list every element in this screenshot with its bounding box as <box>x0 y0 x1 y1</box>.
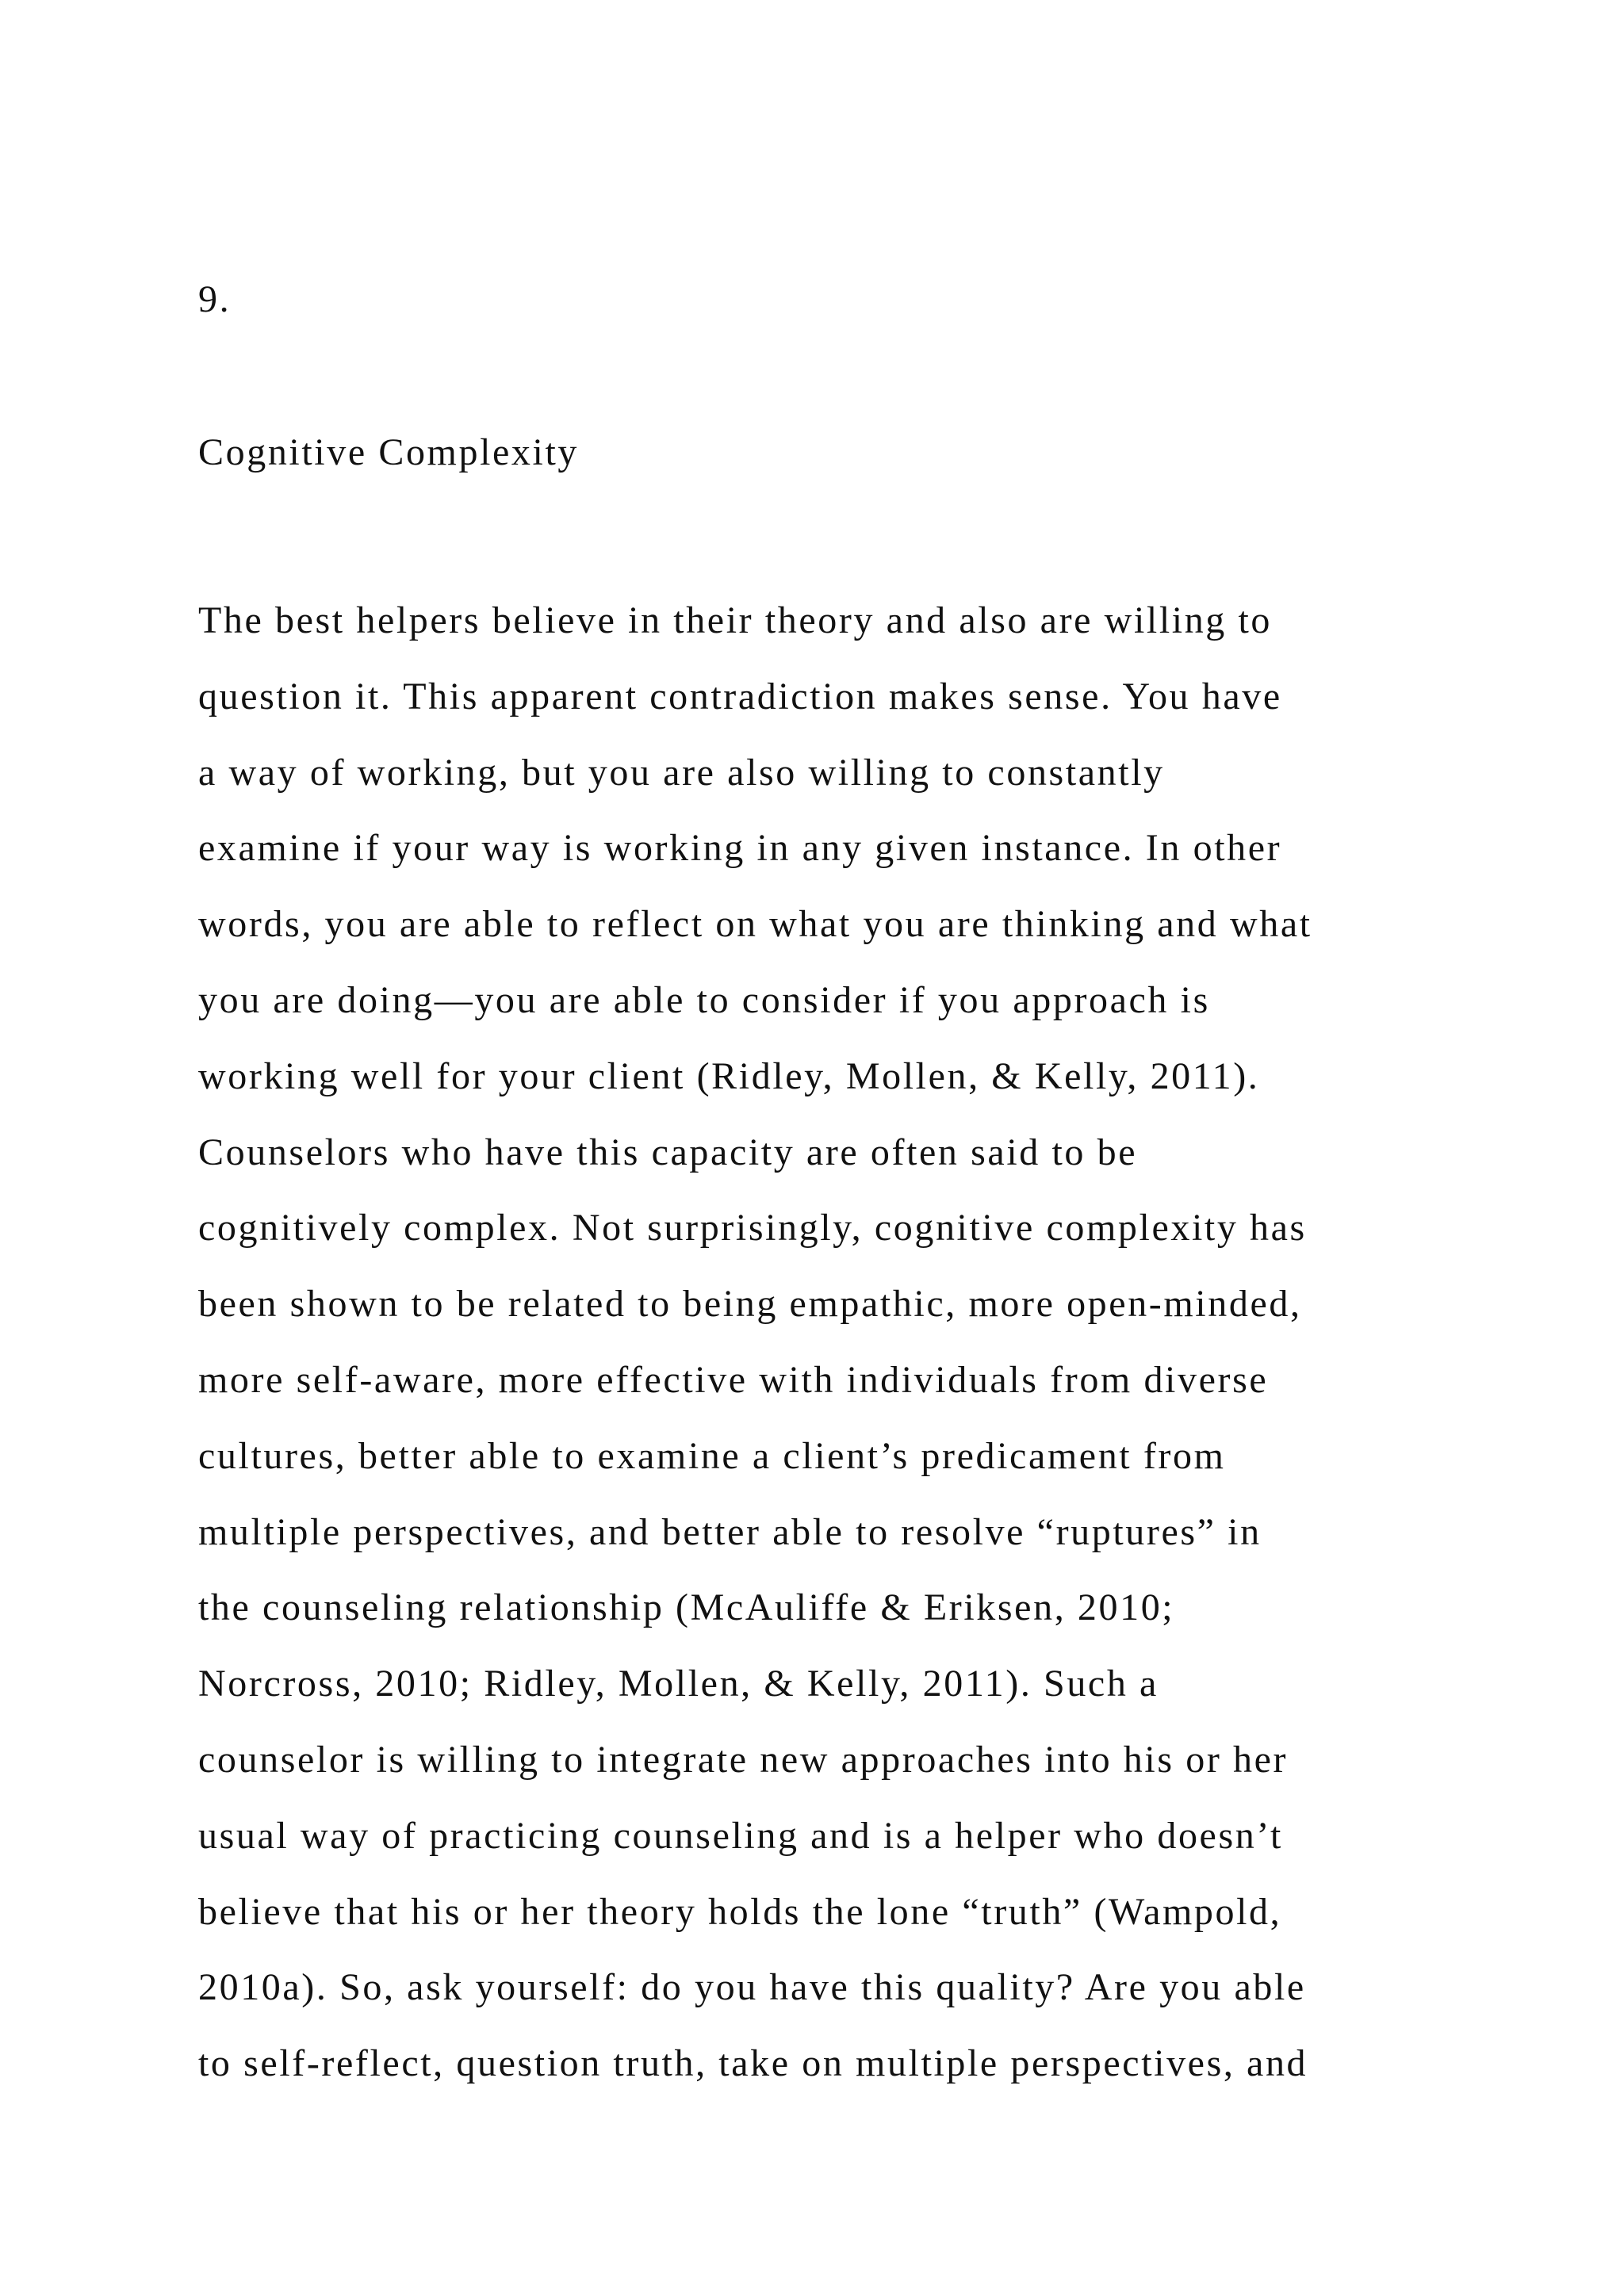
paragraph-line: Counselors who have this capacity are often said to be <box>198 1131 1138 1173</box>
paragraph-line: working well for your client (Ridley, Mollen, & Kelly, 2011). <box>198 1054 1260 1097</box>
paragraph-line: The best helpers believe in their theory and also are willing to <box>198 599 1273 641</box>
paragraph-line: to self-reflect, question truth, take on multiple perspectives, and <box>198 2042 1308 2085</box>
paragraph-line: words, you are able to reflect on what you are thinking and what <box>198 903 1312 946</box>
body-paragraph <box>198 583 1312 2102</box>
paragraph-line: you are doing—you are able to consider if you approach is <box>198 978 1210 1021</box>
paragraph-line: multiple perspectives, and better able to resolve “ruptures” in <box>198 1510 1262 1553</box>
paragraph-line: cognitively complex. Not surprisingly, cognitive complexity has <box>198 1207 1307 1249</box>
paragraph-line: more self-aware, more effective with individuals from diverse <box>198 1358 1269 1401</box>
paragraph-line: believe that his or her theory holds the lone “truth” (Wampold, <box>198 1890 1282 1933</box>
item-number: 9. <box>198 278 232 320</box>
section-heading: Cognitive Complexity <box>198 431 579 473</box>
paragraph-line: Norcross, 2010; Ridley, Mollen, & Kelly, 2011). Such a <box>198 1663 1159 1705</box>
paragraph-line: counselor is willing to integrate new approaches into his or her <box>198 1738 1289 1781</box>
paragraph-line: cultures, better able to examine a client’s predicament from <box>198 1434 1226 1477</box>
paragraph-line: examine if your way is working in any given instance. In other <box>198 827 1282 870</box>
paragraph-line: been shown to be related to being empathic, more open-minded, <box>198 1283 1302 1326</box>
paragraph-line: question it. This apparent contradiction makes sense. You have <box>198 675 1282 718</box>
paragraph-line: the counseling relationship (McAuliffe & Eriksen, 2010; <box>198 1586 1175 1629</box>
paragraph-line: 2010a). So, ask yourself: do you have this quality? Are you able <box>198 1966 1306 2009</box>
paragraph-line: usual way of practicing counseling and is a helper who doesn’t <box>198 1814 1283 1857</box>
paragraph-line: a way of working, but you are also willing to constantly <box>198 751 1165 794</box>
